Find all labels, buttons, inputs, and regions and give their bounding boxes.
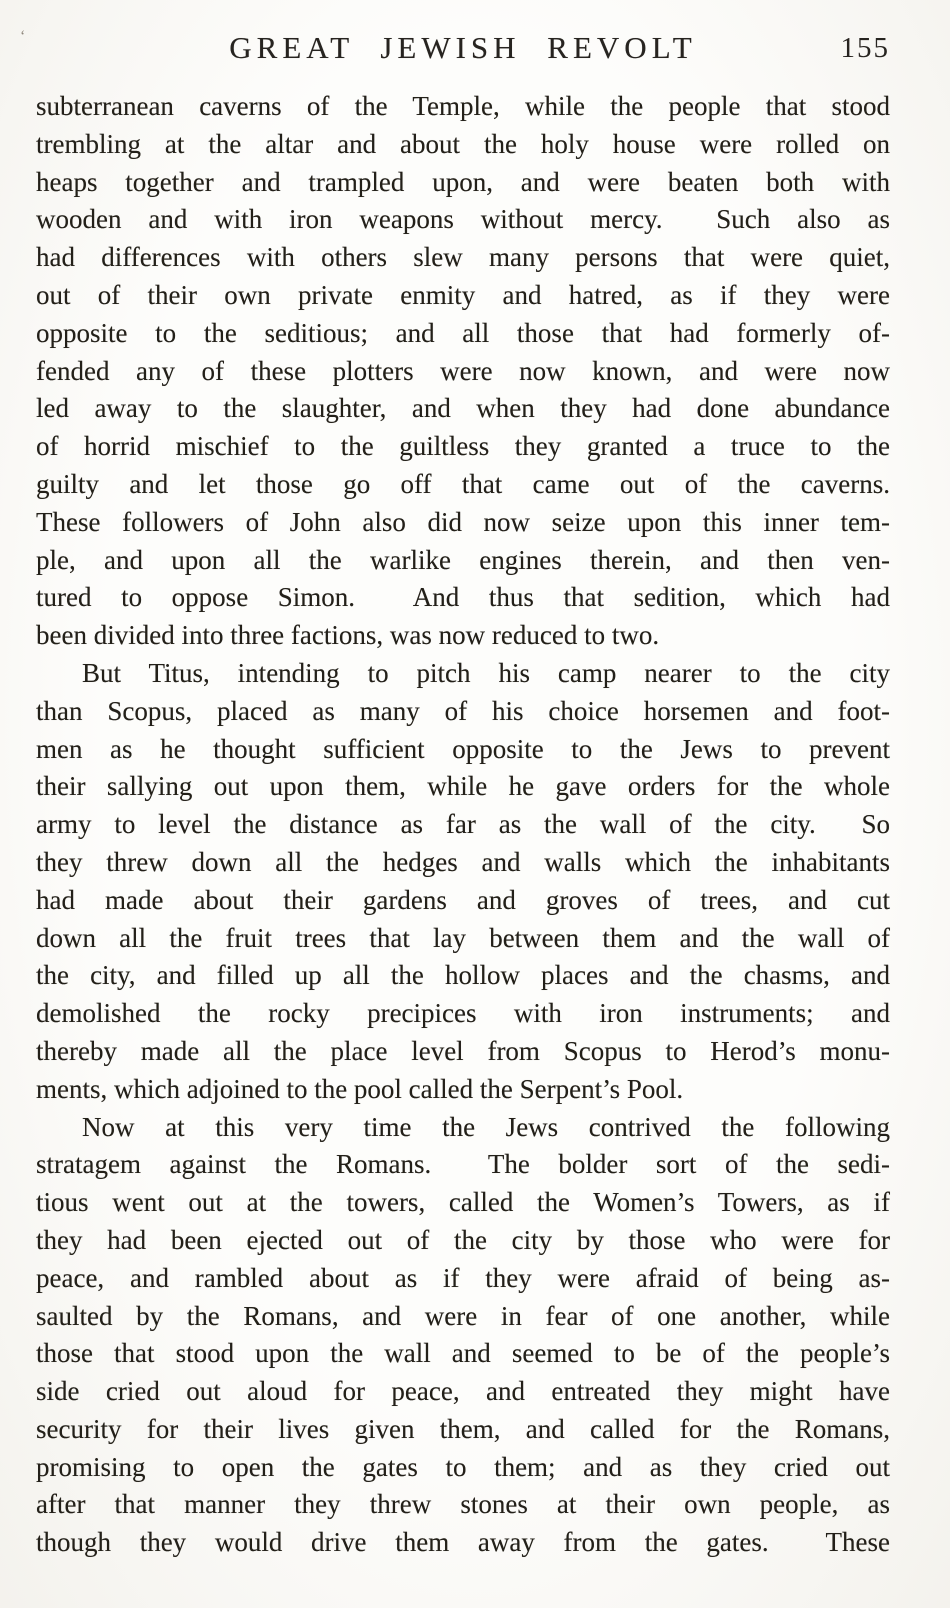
- text-line: opposite to the seditious; and all those that had formerly of-: [36, 317, 890, 348]
- text-line: down all the fruit trees that lay between them and the wall of: [36, 922, 890, 953]
- text-line: their sallying out upon them, while he gave orders for the whole: [36, 771, 890, 802]
- text-line: demolished the rocky precipices with iron instruments; and: [36, 998, 890, 1029]
- page-header: [36, 30, 890, 68]
- text-line: though they would drive them away from the gates. These: [36, 1527, 890, 1558]
- text-line: heaps together and trampled upon, and were beaten both with: [36, 166, 890, 197]
- body-text: [36, 88, 890, 1562]
- text-line: security for their lives given them, and called for the Romans,: [36, 1413, 890, 1444]
- text-line: had made about their gardens and groves of trees, and cut: [36, 884, 890, 915]
- text-line: army to level the distance as far as the wall of the city. So: [36, 809, 890, 840]
- text-line: trembling at the altar and about the holy house were rolled on: [36, 128, 890, 159]
- text-line: they had been ejected out of the city by those who were for: [36, 1224, 890, 1255]
- text-line: those that stood upon the wall and seemed to be of the people’s: [36, 1338, 890, 1369]
- text-line: out of their own private enmity and hatred, as if they were: [36, 279, 890, 310]
- paragraph: [36, 88, 890, 655]
- page-number: 155: [840, 32, 890, 64]
- text-line: led away to the slaughter, and when they had done abundance: [36, 393, 890, 424]
- text-line: promising to open the gates to them; and as they cried out: [36, 1451, 890, 1482]
- text-line: side cried out aloud for peace, and entreated they might have: [36, 1376, 890, 1407]
- text-line: fended any of these plotters were now known, and were now: [36, 355, 890, 386]
- text-line: ments, which adjoined to the pool called the Serpent’s Pool.: [36, 1073, 684, 1104]
- text-line: Now at this very time the Jews contrived the following: [82, 1111, 890, 1142]
- text-line: subterranean caverns of the Temple, while the people that stood: [36, 91, 890, 121]
- text-line: ple, and upon all the warlike engines therein, and then ven-: [36, 544, 890, 575]
- text-line: stratagem against the Romans. The bolder sort of the sedi-: [36, 1149, 890, 1180]
- text-line: guilty and let those go off that came out of the caverns.: [36, 468, 890, 499]
- scan-corner-mark: ‘: [20, 28, 26, 45]
- text-line: tured to oppose Simon. And thus that sedition, which had: [36, 582, 890, 613]
- paragraph: [36, 655, 890, 1109]
- text-line: wooden and with iron weapons without mercy. Such also as: [36, 204, 890, 235]
- running-title: GREAT JEWISH REVOLT: [229, 30, 697, 65]
- text-line: of horrid mischief to the guiltless they granted a truce to the: [36, 431, 890, 462]
- text-line: had differences with others slew many persons that were quiet,: [36, 242, 890, 273]
- text-line: after that manner they threw stones at their own people, as: [36, 1489, 890, 1520]
- text-line: These followers of John also did now seize upon this inner tem-: [36, 506, 890, 537]
- text-line: tious went out at the towers, called the Women’s Towers, as if: [36, 1187, 890, 1218]
- text-line: they threw down all the hedges and walls which the inhabitants: [36, 846, 890, 877]
- text-line: But Titus, intending to pitch his camp nearer to the city: [82, 657, 890, 688]
- text-line: saulted by the Romans, and were in fear of one another, while: [36, 1300, 890, 1331]
- text-line: men as he thought sufficient opposite to the Jews to prevent: [36, 733, 890, 764]
- text-line: been divided into three factions, was now reduced to two.: [36, 620, 660, 651]
- text-line: thereby made all the place level from Scopus to Herod’s monu-: [36, 1035, 890, 1066]
- text-line: than Scopus, placed as many of his choice horsemen and foot-: [36, 695, 890, 726]
- text-line: the city, and filled up all the hollow places and the chasms, and: [36, 960, 890, 991]
- text-line: peace, and rambled about as if they were afraid of being as-: [36, 1262, 890, 1293]
- paragraph: [36, 1109, 890, 1563]
